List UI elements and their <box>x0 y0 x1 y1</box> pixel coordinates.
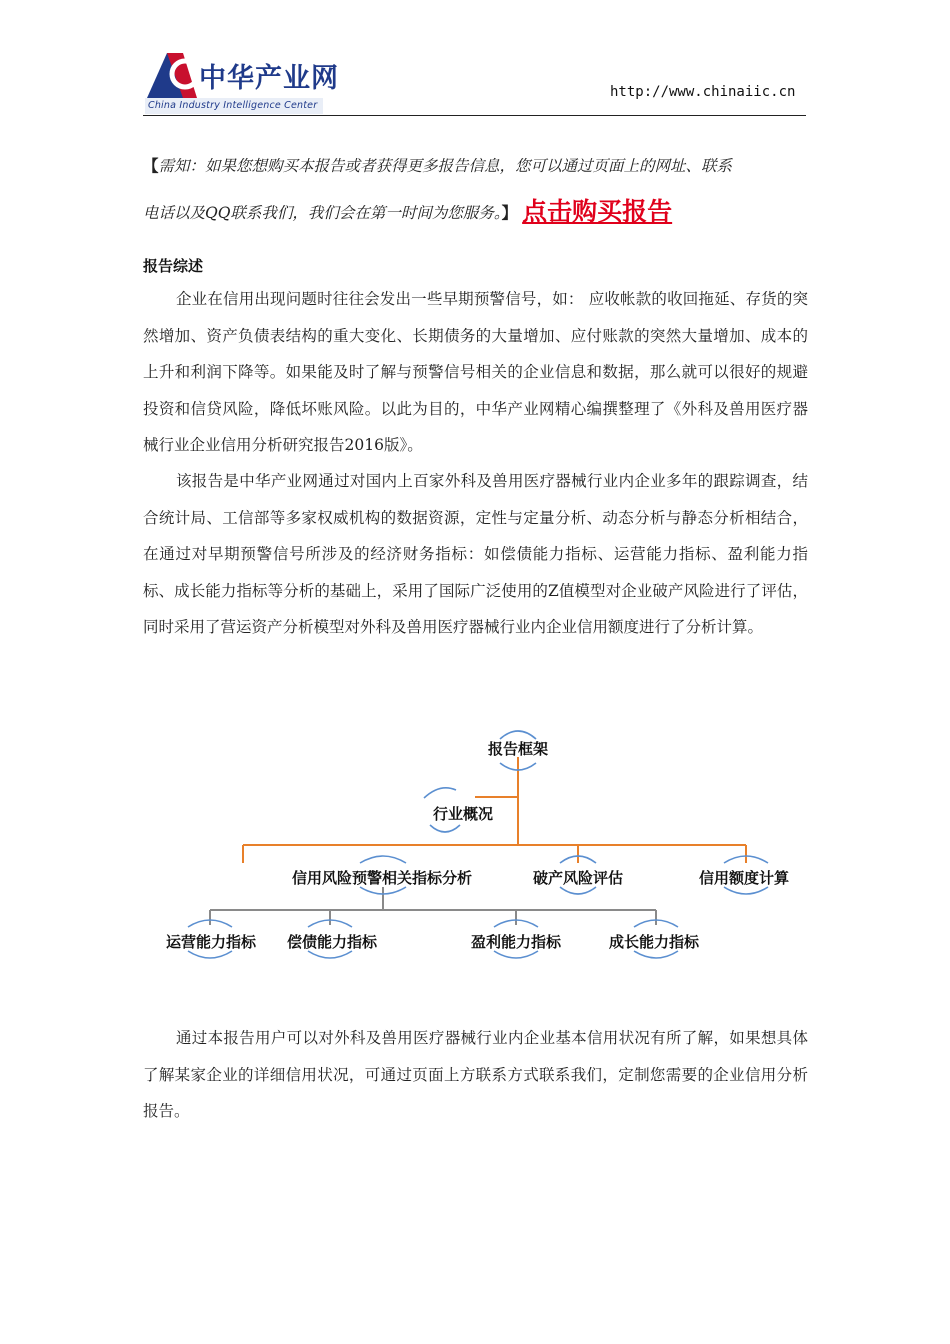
site-url-link[interactable]: http://www.chinaiic.cn <box>610 84 796 100</box>
node-growth: 成长能力指标 <box>608 933 700 951</box>
node-credit-limit-calc: 信用额度计算 <box>698 869 790 887</box>
node-solvency: 偿债能力指标 <box>286 933 378 951</box>
paragraph-3: 通过本报告用户可以对外科及兽用医疗器械行业内企业基本信用状况有所了解，如果想具体了解某家企业的详细信用状况，可通过页面上方联系方式联系我们，定制您需要的企业信用分析报告。 <box>143 1029 808 1121</box>
node-operating-capacity: 运营能力指标 <box>165 933 257 951</box>
notice-text-2: 电话以及QQ联系我们，我们会在第一时间为您服务。 <box>143 204 502 222</box>
buy-report-link[interactable]: 点击购买报告 <box>522 197 673 226</box>
header-divider <box>143 115 806 116</box>
diagram-lines <box>140 715 820 1005</box>
notice-open-bracket: 【 <box>143 156 159 175</box>
report-framework-diagram <box>140 715 820 1005</box>
section-title: 报告综述 <box>143 257 204 275</box>
notice-line-1 <box>143 154 732 176</box>
paragraph-1: 企业在信用出现问题时往往会发出一些早期预警信号，如： 应收帐款的收回拖延、存货的突然增加、资产负债表结构的重大变化、长期债务的大量增加、应付账款的突然大量增加、成本的上升和利润下降等。如果能及时了解与预警信号相关的企业信息和数据，那么就可以很好的规避投资和信贷风险，降低坏账风险。以此为目的，中华产业网精心编撰整理了《外科及兽用医疗器械行业企业信用分析研究报告2016版》。 <box>143 290 808 455</box>
node-industry-overview: 行业概况 <box>432 805 494 823</box>
logo-text-cn: 中华产业网 <box>199 63 339 94</box>
notice-close-bracket: 】 <box>501 203 518 222</box>
notice-text-1: 需知：如果您想购买本报告或者获得更多报告信息，您可以通过页面上的网址、联系 <box>158 157 733 175</box>
node-bankruptcy-assessment: 破产风险评估 <box>532 869 624 887</box>
node-profitability: 盈利能力指标 <box>470 933 562 951</box>
node-root: 报告框架 <box>487 740 549 758</box>
logo-text-en: China Industry Intelligence Center <box>148 100 318 111</box>
notice-line-2 <box>143 192 672 228</box>
paragraph-2: 该报告是中华产业网通过对国内上百家外科及兽用医疗器械行业内企业多年的跟踪调查，结合统计局、工信部等多家权威机构的数据资源，定性与定量分析、动态分析与静态分析相结合，在通过对早期预警信号所涉及的经济财务指标：如偿债能力指标、运营能力指标、盈利能力指标、成长能力指标等分析的基础上，采用了国际广泛使用的Z值模型对企业破产风险进行了评估，同时采用了营运资产分析模型对外科及兽用医疗器械行业内企业信用额度进行了分析计算。 <box>143 472 808 637</box>
node-credit-risk-analysis: 信用风险预警相关指标分析 <box>291 869 473 887</box>
